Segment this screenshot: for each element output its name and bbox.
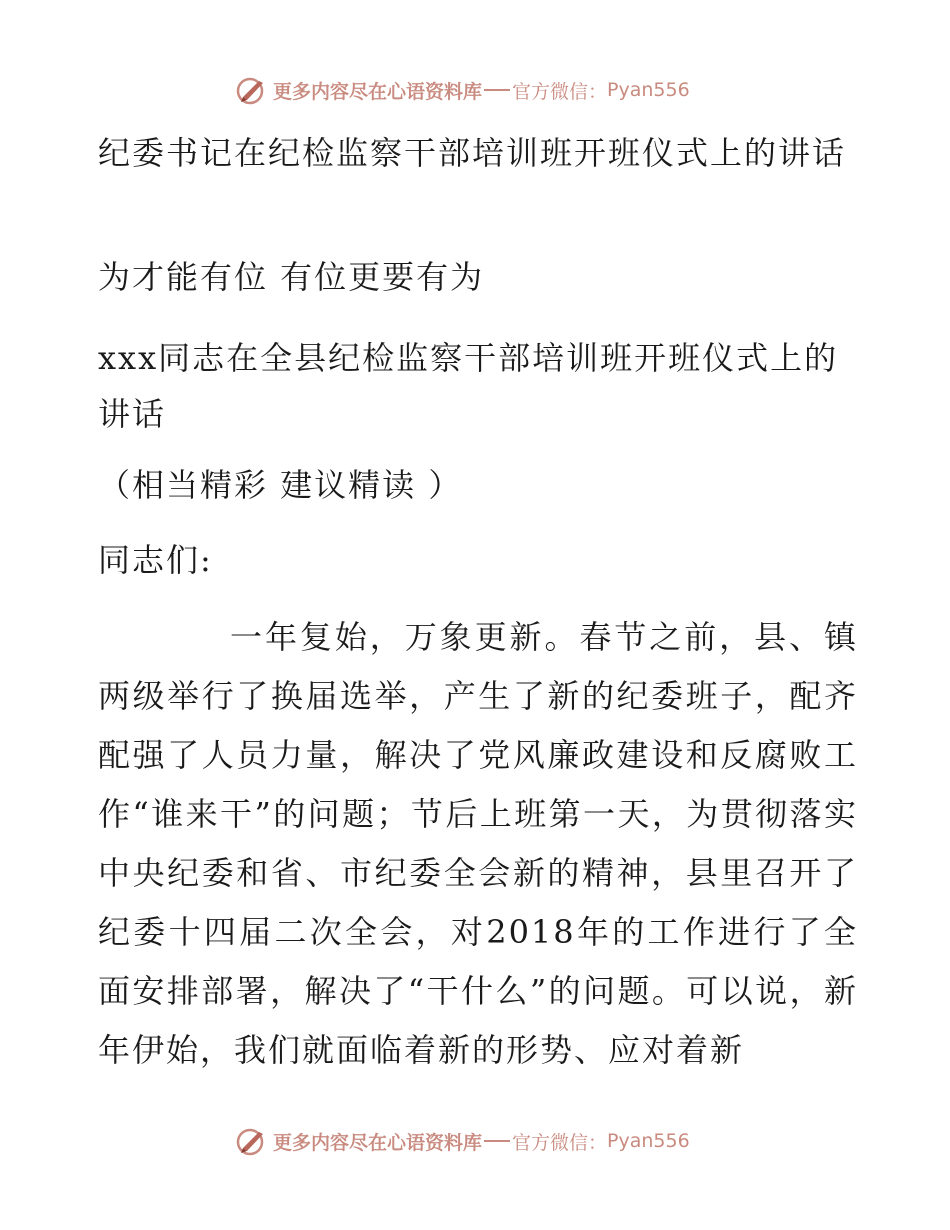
watermark-site-text: 更多内容尽在心语资料库	[273, 80, 483, 103]
pen-logo-icon	[235, 1124, 269, 1158]
body-paragraph: 一年复始，万象更新。春节之前，县、镇两级举行了换届选举，产生了新的纪委班子，配齐配强了人员力量，解决了党风廉政建设和反腐败工作“谁来干”的问题；节后上班第一天，为贯彻落实中央纪委和省、市纪委全会新的精神，县里召开了纪委十四届二次全会，对2018年的工作进行了全面安排部署，解决了“干什么”的问题。可以说，新年伊始，我们就面临着新的形势、应对着新	[98, 618, 858, 1069]
watermark-site-text: 更多内容尽在心语资料库	[273, 1131, 483, 1154]
footer-watermark	[235, 1121, 690, 1161]
salutation: 同志们:	[98, 541, 213, 579]
document-title: 纪委书记在纪检监察干部培训班开班仪式上的讲话	[98, 134, 847, 172]
watermark-wechat-label: 官方微信：	[512, 80, 608, 103]
watermark-dash	[484, 1140, 510, 1142]
watermark-wechat-label: 官方微信：	[512, 1131, 608, 1154]
header-watermark	[235, 70, 690, 110]
speaker-line: xxx同志在全县纪检监察干部培训班开班仪式上的讲话	[98, 339, 839, 433]
watermark-dash	[484, 89, 510, 91]
pen-logo-icon	[235, 73, 269, 107]
watermark-wechat-id: Pyan556	[607, 79, 690, 101]
reading-note: （相当精彩 建议精读 ）	[98, 466, 463, 504]
watermark-wechat-id: Pyan556	[607, 1130, 690, 1152]
document-subtitle: 为才能有位 有位更要有为	[98, 258, 485, 296]
